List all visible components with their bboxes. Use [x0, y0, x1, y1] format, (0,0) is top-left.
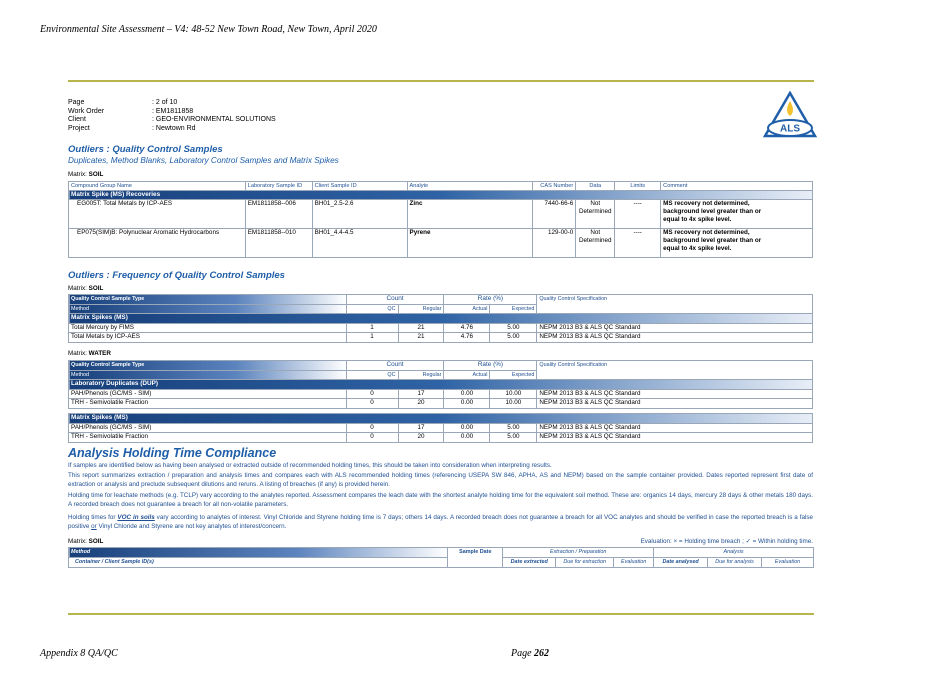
table-row [69, 200, 813, 229]
table-header-row [69, 295, 813, 305]
footer-page-label: Page [511, 648, 535, 659]
cell-cas: 129-00-0 [533, 229, 576, 258]
cell-expected: 5.00 [490, 433, 537, 443]
col-qc: QC [346, 304, 398, 314]
col-rate: Rate (%) [444, 295, 537, 305]
col-method: Method [69, 304, 347, 314]
cell-analyte: Pyrene [407, 229, 533, 258]
data-line: Not [590, 229, 601, 236]
cell-client-id: BH01_2.5-2.6 [312, 200, 407, 229]
cell-spec: NEPM 2013 B3 & ALS QC Standard [537, 433, 813, 443]
col-spec: Quality Control Specification [537, 295, 813, 314]
frequency-soil-matrix [68, 285, 103, 292]
meta-key: Work Order [68, 107, 105, 115]
col-qc-type: Quality Control Sample Type [69, 295, 347, 305]
col-compound-group: Compound Group Name [69, 182, 246, 191]
col-limits: Limits [615, 182, 661, 191]
comment-line: background level greater than or [663, 237, 762, 244]
holding-title: Analysis Holding Time Compliance [68, 446, 277, 460]
bottom-rule [68, 613, 814, 615]
col-extraction: Extraction / Preparation [503, 548, 654, 558]
matrix-label: Matrix: [68, 538, 87, 545]
table-header-row [69, 558, 814, 568]
cell-actual: 0.00 [444, 433, 490, 443]
cell-method: PAH/Phenols (GC/MS - SIM) [69, 423, 347, 433]
data-line: Determined [578, 237, 612, 244]
holding-matrix [68, 538, 103, 545]
col-lab-sample-id: Laboratory Sample ID [245, 182, 312, 191]
holding-paragraph-4 [68, 513, 813, 531]
cell-regular: 17 [398, 423, 444, 433]
col-qc: QC [346, 370, 398, 380]
matrix-value: SOIL [88, 285, 104, 292]
comment-line: MS recovery not determined, [663, 229, 750, 236]
col-comment: Comment [661, 182, 813, 191]
col-analyte: Analyte [407, 182, 533, 191]
cell-spec: NEPM 2013 B3 & ALS QC Standard [537, 423, 813, 433]
cell-regular: 20 [398, 433, 444, 443]
matrix-value: WATER [88, 350, 111, 357]
cell-comment [661, 200, 813, 229]
holding-paragraph-3: Holding time for leachate methods (e.g. TCLP) vary according to the analytes reported. Assessment compares the leach date with the shortest analyte holding time for the equivalent soil method. These are: organics 14 days, mercury 28 days & other metals 180 days. A recorded breach does not guarantee a breach for all non-volatile parameters. [68, 492, 813, 508]
outliers-qc-matrix [68, 171, 103, 178]
meta-value: : 2 of 10 [152, 99, 178, 106]
section-band [69, 191, 813, 200]
meta-project-row [68, 125, 276, 134]
band-label: Matrix Spike (MS) Recoveries [69, 191, 813, 200]
matrix-label: Matrix: [68, 285, 87, 292]
band-label: Matrix Spikes (MS) [69, 314, 813, 324]
comment-line: MS recovery not determined, [663, 200, 750, 207]
section-band [69, 413, 813, 423]
cell-comment [661, 229, 813, 258]
cell-actual: 4.76 [444, 333, 490, 343]
col-regular: Regular [398, 304, 444, 314]
cell-actual: 0.00 [444, 399, 490, 409]
p4-underlined: VOC in soils [117, 514, 155, 521]
outliers-qc-table [68, 181, 813, 258]
matrix-label: Matrix: [68, 350, 87, 357]
cell-cas: 7440-66-6 [533, 200, 576, 229]
cell-data [576, 200, 615, 229]
col-regular: Regular [398, 370, 444, 380]
cell-group: EP075(SIM)B: Polynuclear Aromatic Hydrocarbons [69, 229, 246, 258]
section-band [69, 314, 813, 324]
col-method: Method [69, 370, 347, 380]
cell-method: Total Mercury by FIMS [69, 323, 347, 333]
frequency-water-table [68, 360, 813, 443]
cell-actual: 4.76 [444, 323, 490, 333]
col-qc-type: Quality Control Sample Type [69, 361, 347, 371]
col-method: Method [69, 548, 448, 558]
cell-method: Total Metals by ICP-AES [69, 333, 347, 343]
evaluation-legend: Evaluation: × = Holding time breach ; ✓ = Within holding time. [640, 538, 813, 545]
cell-client-id: BH01_4.4-4.5 [312, 229, 407, 258]
footer-page-number: 262 [534, 648, 550, 659]
col-sample-date: Sample Date [448, 548, 503, 568]
cell-actual: 0.00 [444, 389, 490, 399]
comment-line: equal to 4x spike level. [663, 216, 732, 223]
data-line: Not [590, 200, 601, 207]
data-line: Determined [578, 208, 612, 215]
cell-expected: 5.00 [490, 333, 537, 343]
col-client-sample-id: Client Sample ID [312, 182, 407, 191]
als-logo [763, 91, 817, 139]
col-data: Data [576, 182, 615, 191]
cell-method: PAH/Phenols (GC/MS - SIM) [69, 389, 347, 399]
table-header-row [69, 182, 813, 191]
col-container: Container / Client Sample ID(s) [69, 558, 448, 568]
outliers-qc-title: Outliers : Quality Control Samples [68, 144, 223, 155]
cell-qc: 0 [346, 389, 398, 399]
footer-page [511, 648, 549, 659]
cell-qc: 1 [346, 323, 398, 333]
p4-or: or [91, 523, 97, 530]
top-rule [68, 80, 814, 82]
frequency-water-matrix [68, 350, 111, 357]
table-row [69, 333, 813, 343]
cell-spec: NEPM 2013 B3 & ALS QC Standard [537, 323, 813, 333]
cell-group: EG005T: Total Metals by ICP-AES [69, 200, 246, 229]
col-actual: Actual [444, 304, 490, 314]
cell-expected: 10.00 [490, 389, 537, 399]
col-due-analysis: Due for analysis [708, 558, 762, 568]
cell-lab-id: EM1811858--006 [245, 200, 312, 229]
table-row [69, 389, 813, 399]
meta-key: Project [68, 124, 90, 132]
p4-part: Vinyl Chloride and Styrene are not key analytes of interest/concern. [96, 523, 287, 530]
col-count: Count [346, 295, 444, 305]
holding-paragraph-2: This report summarizes extraction / preparation and analysis times and compares each with ALS recommended holding times (referencing USEPA SW 846, APHA, AS and NEPM) based on the sample container provided. Dates reported represent first date of extraction or analysis and preclude subsequent dilutions and reruns. A listing of breaches (if any) is provided herein. [68, 472, 813, 488]
cell-qc: 1 [346, 333, 398, 343]
holding-paragraph-1: If samples are identified below as having been analysed or extracted outside of recommended holding times, this should be taken into consideration when interpreting results. [68, 462, 552, 469]
table-row [69, 423, 813, 433]
band-label: Matrix Spikes (MS) [69, 413, 813, 423]
col-cas: CAS Number [533, 182, 576, 191]
matrix-value: SOIL [88, 538, 104, 545]
cell-lab-id: EM1811858--010 [245, 229, 312, 258]
cell-limits: ---- [615, 229, 661, 258]
matrix-label: Matrix: [68, 171, 87, 178]
col-rate: Rate (%) [444, 361, 537, 371]
cell-qc: 0 [346, 433, 398, 443]
matrix-value: SOIL [88, 171, 104, 178]
cell-analyte: Zinc [407, 200, 533, 229]
table-row [69, 229, 813, 258]
col-expected: Expected [490, 370, 537, 380]
cell-method: TRH - Semivolatile Fraction [69, 433, 347, 443]
col-date-extracted: Date extracted [503, 558, 556, 568]
col-spec: Quality Control Specification [537, 361, 813, 380]
table-header-row [69, 548, 814, 558]
meta-work-order-row [68, 108, 276, 117]
cell-data [576, 229, 615, 258]
meta-value: : GEO-ENVIRONMENTAL SOLUTIONS [152, 116, 276, 124]
col-evaluation-analysis: Evaluation [762, 558, 814, 568]
comment-line: background level greater than or [663, 208, 762, 215]
cell-regular: 21 [398, 323, 444, 333]
col-due-extraction: Due for extraction [556, 558, 614, 568]
cell-method: TRH - Semivolatile Fraction [69, 399, 347, 409]
col-date-analysed: Date analysed [654, 558, 708, 568]
table-row [69, 323, 813, 333]
footer-appendix: Appendix 8 QA/QC [40, 648, 118, 659]
comment-line: equal to 4x spike level. [663, 245, 732, 252]
cell-limits: ---- [615, 200, 661, 229]
cell-regular: 21 [398, 333, 444, 343]
cell-regular: 17 [398, 389, 444, 399]
cell-expected: 5.00 [490, 423, 537, 433]
cell-qc: 0 [346, 399, 398, 409]
table-row [69, 399, 813, 409]
holding-table [68, 547, 814, 568]
col-actual: Actual [444, 370, 490, 380]
table-header-row [69, 361, 813, 371]
document-header-title: Environmental Site Assessment – V4: 48-52 New Town Road, New Town, April 2020 [40, 24, 377, 35]
cell-qc: 0 [346, 423, 398, 433]
col-expected: Expected [490, 304, 537, 314]
cell-expected: 10.00 [490, 399, 537, 409]
report-meta [68, 99, 276, 133]
cell-spec: NEPM 2013 B3 & ALS QC Standard [537, 399, 813, 409]
table-row [69, 433, 813, 443]
meta-key: Client [68, 116, 86, 124]
col-analysis: Analysis [654, 548, 814, 558]
p4-part: vary according to analytes of interest. Vinyl Chloride and Styrene holding time is 7 days; others 14 days. A recorded breach does not guarantee a breach for all VOC analytes and should be verified in case the reported breach is a false positive [68, 514, 814, 530]
frequency-title: Outliers : Frequency of Quality Control Samples [68, 270, 285, 281]
meta-page-row [68, 99, 276, 108]
section-band [69, 380, 813, 390]
meta-value: : EM1811858 [152, 107, 194, 115]
cell-spec: NEPM 2013 B3 & ALS QC Standard [537, 333, 813, 343]
col-count: Count [346, 361, 444, 371]
frequency-soil-table [68, 294, 813, 343]
col-evaluation-extraction: Evaluation [614, 558, 654, 568]
cell-spec: NEPM 2013 B3 & ALS QC Standard [537, 389, 813, 399]
outliers-qc-subtitle: Duplicates, Method Blanks, Laboratory Control Samples and Matrix Spikes [68, 156, 339, 165]
meta-client-row [68, 116, 276, 125]
p4-part: Holding times for [68, 514, 118, 521]
meta-key: Page [68, 99, 85, 106]
cell-regular: 20 [398, 399, 444, 409]
cell-actual: 0.00 [444, 423, 490, 433]
meta-value: : Newtown Rd [152, 124, 196, 132]
cell-expected: 5.00 [490, 323, 537, 333]
band-label: Laboratory Duplicates (DUP) [69, 380, 813, 390]
logo-text: ALS [780, 123, 800, 135]
